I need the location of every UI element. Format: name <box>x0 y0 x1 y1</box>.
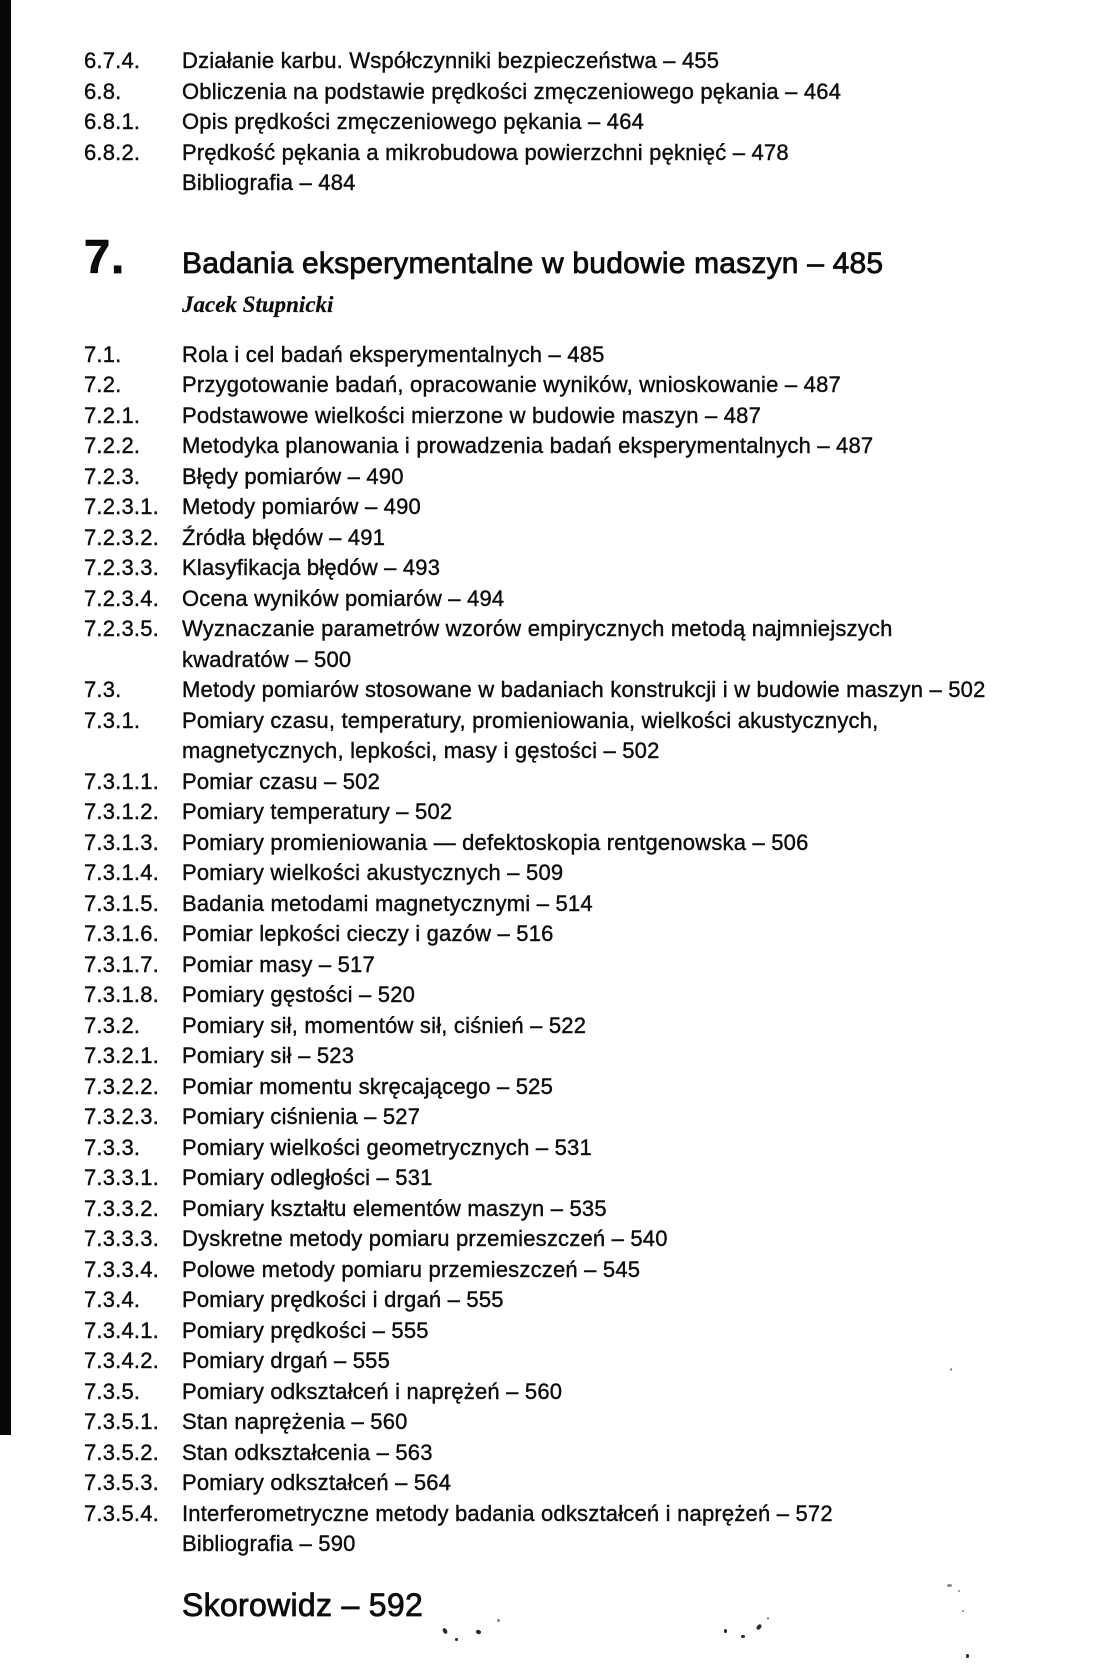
toc-entry-number: 7.3.3.3. <box>84 1226 159 1251</box>
toc-entry-number: 7.3.1.7. <box>84 951 159 977</box>
chapter-title-line <box>84 229 1090 284</box>
toc-row <box>84 1407 1090 1438</box>
toc-entry-title: Źródła błędów – 491 <box>182 524 386 550</box>
toc-entry-title: Pomiary sił, momentów sił, ciśnień – 522 <box>182 1012 587 1038</box>
toc-row <box>84 492 1090 523</box>
toc-entry-number: 7.3.2.3. <box>84 1104 159 1129</box>
toc-entry-title: Pomiary odkształceń i naprężeń – 560 <box>182 1378 563 1404</box>
prev-chapter-entries <box>84 46 1090 199</box>
toc-entry-title: Pomiary prędkości – 555 <box>182 1317 429 1343</box>
toc-entry-number: 7.3.1. <box>84 707 141 733</box>
toc-entry-title: kwadratów – 500 <box>182 646 352 672</box>
toc-entry-number: 7.2.3.1. <box>84 494 159 519</box>
toc-row <box>84 401 1090 432</box>
toc-entry-number: 7.2.3.4. <box>84 585 159 611</box>
toc-entry-title: Pomiary wielkości akustycznych – 509 <box>182 860 564 885</box>
toc-entry-number: 7.3.1.3. <box>84 829 159 855</box>
toc-entry-title: Interferometryczne metody badania odkształceń i naprężeń – 572 <box>182 1500 833 1526</box>
scan-speck <box>966 1654 969 1658</box>
index-heading: Skorowidz – 592 <box>182 1586 424 1623</box>
toc-row <box>84 980 1090 1011</box>
toc-entry-number: 7.3.5.4. <box>84 1500 159 1526</box>
toc-entry-number: 7.3.3. <box>84 1134 141 1160</box>
toc-entry-number: 7.3.4.2. <box>84 1348 159 1373</box>
toc-entry-number: 7.2.3. <box>84 463 141 489</box>
toc-entry-number: 7.3.5.1. <box>84 1409 159 1434</box>
toc-row <box>84 1041 1090 1072</box>
toc-entry-title: Pomiary odległości – 531 <box>182 1165 433 1190</box>
toc-entry-title: Klasyfikacja błędów – 493 <box>182 555 441 580</box>
toc-entry-title: Pomiar czasu – 502 <box>182 768 381 794</box>
toc-entry-title: Pomiary sił – 523 <box>182 1043 355 1068</box>
toc-row <box>84 370 1090 401</box>
toc-row <box>84 645 1090 676</box>
chapter-heading <box>84 229 1090 318</box>
toc-entry-title: Wyznaczanie parametrów wzorów empirycznych metodą najmniejszych <box>182 616 893 641</box>
toc-entry-number: 6.7.4. <box>84 48 141 73</box>
toc-entry-number: 7.3.3.2. <box>84 1195 159 1221</box>
toc-row <box>84 1468 1090 1499</box>
toc-entry-number: 7.2. <box>84 372 122 397</box>
toc-entry-number: 7.2.3.5. <box>84 616 159 641</box>
toc-entry-number: 6.8.1. <box>84 109 141 134</box>
toc-entry-title: Pomiary gęstości – 520 <box>182 982 416 1007</box>
toc-entry-title: Ocena wyników pomiarów – 494 <box>182 585 505 611</box>
scan-speck <box>947 1584 952 1587</box>
chapter-number: 7. <box>84 229 126 283</box>
toc-row <box>84 77 1090 108</box>
toc-row <box>84 1316 1090 1347</box>
scan-speck <box>962 1610 964 1612</box>
toc-entry-number: 7.3.1.6. <box>84 921 159 946</box>
toc-entry-number: 7.3.5.3. <box>84 1470 159 1495</box>
toc-entry-title: Pomiar lepkości cieczy i gazów – 516 <box>182 921 554 946</box>
toc-entry-number: 7.3.5. <box>84 1378 141 1404</box>
toc-entry-number <box>84 1529 182 1560</box>
toc-entry-title: Pomiary promieniowania — defektoskopia rentgenowska – 506 <box>182 829 809 855</box>
toc-entry-number: 6.8.2. <box>84 139 141 165</box>
toc-entry-title: Metody pomiarów stosowane w badaniach konstrukcji i w budowie maszyn – 502 <box>182 677 986 702</box>
toc-entry-title: Bibliografia – 484 <box>182 170 356 195</box>
toc-row <box>84 1133 1090 1164</box>
toc-row <box>84 1285 1090 1316</box>
toc-row <box>84 553 1090 584</box>
toc-entry-number: 7.3.2. <box>84 1012 141 1038</box>
toc-entry-title: Metodyka planowania i prowadzenia badań eksperymentalnych – 487 <box>182 433 874 458</box>
toc-entry-number: 7.3.1.5. <box>84 890 159 916</box>
toc-row <box>84 138 1090 169</box>
toc-entry-title: Badania metodami magnetycznymi – 514 <box>182 890 593 916</box>
toc-row <box>84 584 1090 615</box>
toc-entry-title: Pomiar momentu skręcającego – 525 <box>182 1073 554 1099</box>
toc-entry-title: Stan odkształcenia – 563 <box>182 1439 433 1465</box>
toc-entry-title: Dyskretne metody pomiaru przemieszczeń – 540 <box>182 1226 668 1251</box>
toc-row <box>84 1438 1090 1469</box>
toc-row <box>84 46 1090 77</box>
toc-row <box>84 797 1090 828</box>
toc-entry-number: 7.3.4. <box>84 1287 141 1312</box>
toc-row <box>84 431 1090 462</box>
toc-row <box>84 1377 1090 1408</box>
toc-entry-number: 7.3.1.2. <box>84 799 159 824</box>
scan-speck <box>724 1629 727 1633</box>
toc-row <box>84 767 1090 798</box>
toc-entry-number: 7.3.2.2. <box>84 1073 159 1099</box>
toc-entry-number: 7.3.1.4. <box>84 860 159 885</box>
toc-row <box>84 107 1090 138</box>
toc-row <box>84 340 1090 371</box>
toc-entry-title: Pomiary drgań – 555 <box>182 1348 391 1373</box>
toc-entry-title: Prędkość pękania a mikrobudowa powierzchni pęknięć – 478 <box>182 139 789 165</box>
toc-entry-title: Pomiary kształtu elementów maszyn – 535 <box>182 1195 607 1221</box>
toc-entry-title: Pomiar masy – 517 <box>182 951 375 977</box>
toc-entry-title: Pomiary ciśnienia – 527 <box>182 1104 421 1129</box>
toc-entry-number: 7.3.4.1. <box>84 1317 159 1343</box>
toc-entry-number: 7.3.2.1. <box>84 1043 159 1068</box>
toc-entry-title: Pomiary wielkości geometrycznych – 531 <box>182 1134 592 1160</box>
scan-speck <box>497 1619 500 1622</box>
toc-row <box>84 1255 1090 1286</box>
toc-entry-number: 7.3.3.4. <box>84 1256 159 1282</box>
toc-entry-title: magnetycznych, lepkości, masy i gęstości – 502 <box>182 738 660 763</box>
toc-entry-title: Bibliografia – 590 <box>182 1531 356 1556</box>
scan-speck <box>767 1617 769 1620</box>
toc-row <box>84 950 1090 981</box>
toc-row <box>84 168 1090 199</box>
scan-speck <box>455 1638 458 1641</box>
chapter-author: Jacek Stupnicki <box>182 291 334 317</box>
scan-speck <box>950 1368 952 1371</box>
toc-entry-number: 7.3.5.2. <box>84 1439 159 1465</box>
chapter-title: Badania eksperymentalne w budowie maszyn – 485 <box>182 246 884 280</box>
scan-speck <box>756 1623 763 1630</box>
toc-entry-title: Rola i cel badań eksperymentalnych – 485 <box>182 341 605 367</box>
toc-entry-title: Błędy pomiarów – 490 <box>182 463 404 489</box>
toc-row <box>84 1499 1090 1530</box>
toc-entry-number: 7.1. <box>84 341 122 367</box>
toc-row <box>84 919 1090 950</box>
toc-entry-title: Pomiary temperatury – 502 <box>182 799 453 824</box>
toc-entry-title: Działanie karbu. Współczynniki bezpieczeństwa – 455 <box>182 48 720 73</box>
toc-entry-number <box>84 645 182 676</box>
toc-row <box>84 1194 1090 1225</box>
toc-entry-title: Stan naprężenia – 560 <box>182 1409 408 1434</box>
toc-entry-title: Polowe metody pomiaru przemieszczeń – 545 <box>182 1256 641 1282</box>
toc-entry-number: 7.3.1.1. <box>84 768 159 794</box>
toc-entry-title: Pomiary odkształceń – 564 <box>182 1470 452 1495</box>
toc-entry-number: 7.3.3.1. <box>84 1165 159 1190</box>
toc-row <box>84 736 1090 767</box>
toc-entry-number: 7.2.3.2. <box>84 524 159 550</box>
toc-entry-title: Obliczenia na podstawie prędkości zmęczeniowego pękania – 464 <box>182 78 842 104</box>
toc-row <box>84 462 1090 493</box>
chapter-entries <box>84 340 1090 1560</box>
toc-entry-title: Metody pomiarów – 490 <box>182 494 421 519</box>
toc-entry-number: 7.2.3.3. <box>84 555 159 580</box>
toc-entry-title: Pomiary prędkości i drgań – 555 <box>182 1287 504 1312</box>
toc-entry-number: 7.2.2. <box>84 433 141 458</box>
toc-row <box>84 675 1090 706</box>
toc-entry-number: 7.3. <box>84 677 122 702</box>
scan-speck <box>958 1590 960 1592</box>
toc-row <box>84 828 1090 859</box>
toc-row <box>84 1346 1090 1377</box>
toc-row <box>84 1529 1090 1560</box>
toc-row <box>84 706 1090 737</box>
toc-entry-title: Przygotowanie badań, opracowanie wyników, wnioskowanie – 487 <box>182 372 841 397</box>
toc-entry-title: Opis prędkości zmęczeniowego pękania – 464 <box>182 109 645 134</box>
scan-gutter-artifact <box>0 0 11 1435</box>
scan-speck <box>475 1629 481 1634</box>
toc-row <box>84 1102 1090 1133</box>
scan-speck <box>442 1627 448 1634</box>
toc-entry-title: Podstawowe wielkości mierzone w budowie maszyn – 487 <box>182 402 762 428</box>
toc-entry-number: 7.3.1.8. <box>84 982 159 1007</box>
toc-entry-number: 7.2.1. <box>84 402 141 428</box>
toc-row <box>84 523 1090 554</box>
toc-row <box>84 614 1090 645</box>
toc-content <box>84 46 1090 1624</box>
toc-row <box>84 889 1090 920</box>
toc-entry-number <box>84 736 182 767</box>
toc-row <box>84 1163 1090 1194</box>
toc-entry-title: Pomiary czasu, temperatury, promieniowania, wielkości akustycznych, <box>182 707 879 733</box>
scan-speck <box>741 1635 745 1638</box>
toc-row <box>84 1011 1090 1042</box>
toc-entry-number: 6.8. <box>84 78 122 104</box>
toc-row <box>84 1224 1090 1255</box>
toc-row <box>84 858 1090 889</box>
toc-row <box>84 1072 1090 1103</box>
toc-entry-number <box>84 168 182 199</box>
